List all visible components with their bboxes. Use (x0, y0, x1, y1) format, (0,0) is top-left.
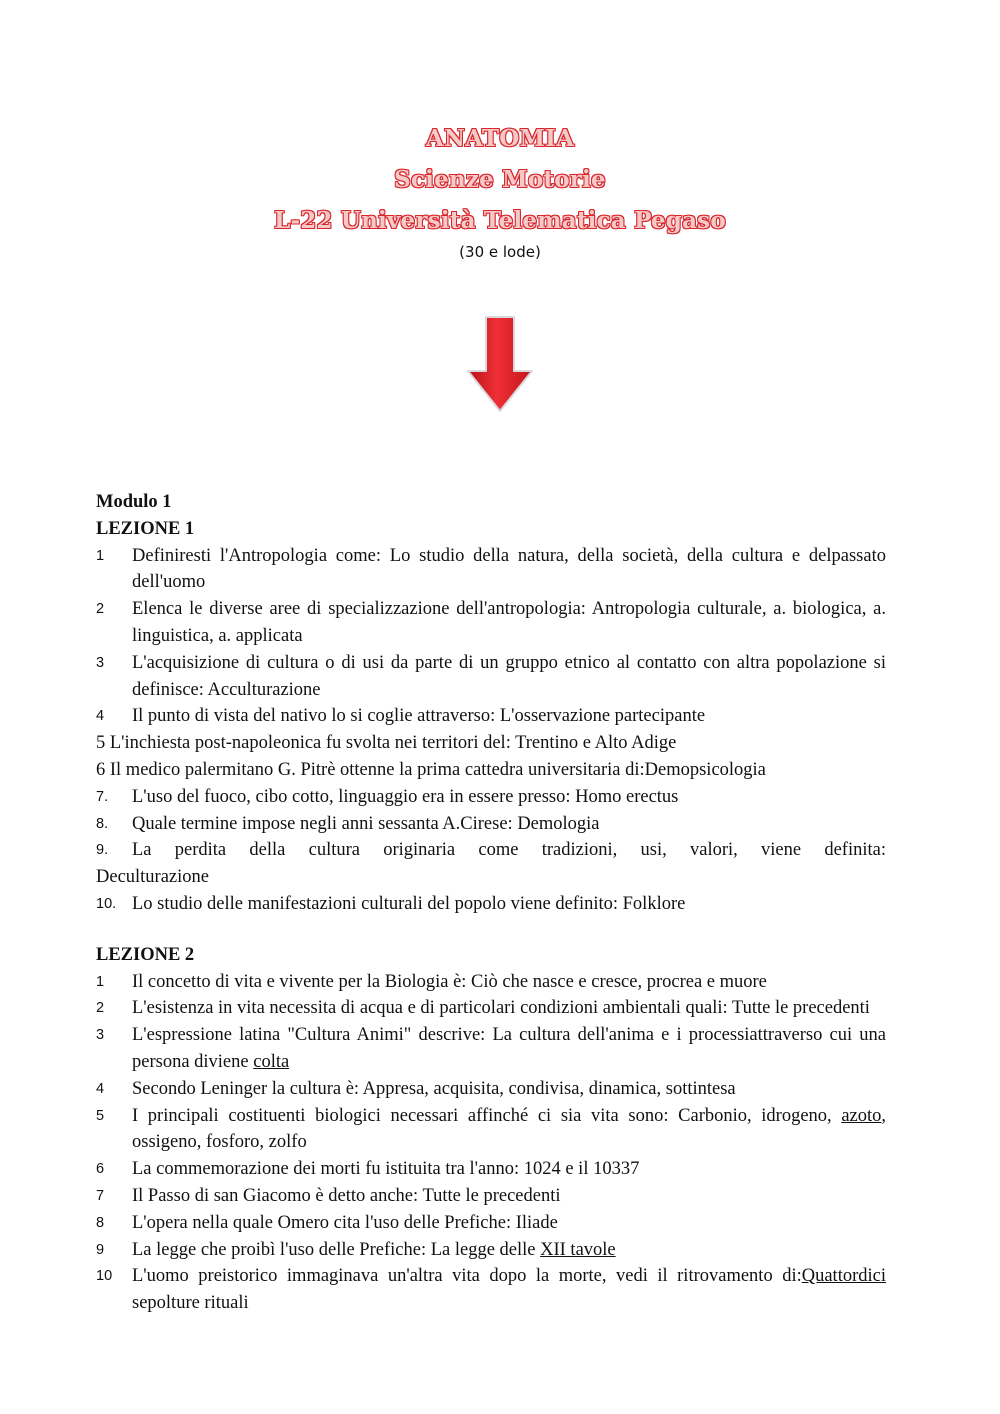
item-text: L'esistenza in vita necessita di acqua e di particolari condizioni ambientali quali: Tutte le precedenti (132, 998, 870, 1019)
underlined-text: XII tavole (540, 1239, 616, 1260)
item-number: 4 (96, 1080, 105, 1097)
list-item (96, 543, 886, 597)
item-text: Il concetto di vita e vivente per la Biologia è: Ciò che nasce e cresce, procrea e muore (132, 971, 767, 992)
item-number: 2 (96, 1000, 105, 1017)
item-text: La perdita della cultura originaria come tradizioni, usi, valori, viene definita: (132, 840, 886, 861)
underlined-text: Quattordici (801, 1266, 886, 1287)
item-number: 8. (96, 815, 109, 832)
item-number: 4 (96, 708, 105, 725)
list-item (96, 995, 886, 1022)
item-number: 9. (96, 842, 109, 859)
item-number: 7. (96, 788, 109, 805)
item-number: 2 (96, 601, 105, 618)
item-number: 3 (96, 654, 105, 671)
list-item (96, 1156, 886, 1183)
list-item (96, 891, 886, 918)
item-text: Il Passo di san Giacomo è detto anche: Tutte le precedenti (132, 1185, 561, 1206)
section-spacer (96, 918, 886, 942)
item-text: L'uomo preistorico immaginava un'altra vita dopo la morte, vedi il ritrovamento di: (132, 1266, 802, 1287)
item-text: La legge che proibì l'uso delle Prefiche: La legge delle (132, 1239, 541, 1260)
list-item (96, 703, 886, 730)
list-item (96, 596, 886, 650)
list-item (96, 811, 886, 838)
lesson-2-heading: LEZIONE 2 (96, 944, 195, 965)
list-item-continuation: Deculturazione (96, 867, 209, 888)
module-heading: Modulo 1 (96, 492, 172, 512)
list-item (96, 757, 886, 784)
list-item (96, 1076, 886, 1103)
list-item (96, 1183, 886, 1210)
item-text: L'espressione latina "Cultura Animi" descrive: La cultura dell'anima e i processiattraverso cui una persona diviene (132, 1025, 886, 1072)
item-text: L'opera nella quale Omero cita l'uso delle Prefiche: Iliade (132, 1212, 558, 1233)
list-item (96, 837, 886, 864)
down-arrow-icon (466, 315, 534, 413)
item-number: 5 (96, 1107, 105, 1124)
item-number: 6 (96, 759, 106, 780)
item-text: L'acquisizione di cultura o di usi da parte di un gruppo etnico al contatto con altra popolazione si definisce: Acculturazione (132, 652, 886, 700)
item-text: Il medico palermitano G. Pitrè ottenne la prima cattedra universitaria di:Demopsicologia (109, 759, 766, 780)
list-item (96, 1210, 886, 1237)
item-number: 8 (96, 1214, 105, 1231)
item-number: 7 (96, 1187, 105, 1204)
title-line-2: Scienze Motorie (394, 166, 606, 193)
item-text: Il punto di vista del nativo lo si coglie attraverso: L'osservazione partecipante (132, 706, 706, 727)
title-block (0, 118, 1000, 261)
item-text: Lo studio delle manifestazioni culturali del popolo viene definito: Folklore (132, 893, 686, 914)
item-number: 5 (96, 733, 106, 754)
item-text-tail: sepolture rituali (132, 1293, 249, 1314)
list-item (96, 784, 886, 811)
list-item (96, 650, 886, 704)
item-text: Secondo Leninger la cultura è: Appresa, acquisita, condivisa, dinamica, sottintesa (132, 1078, 736, 1099)
item-text: Definiresti l'Antropologia come: Lo studio della natura, della società, della cultura e delpassato dell'uomo (132, 545, 886, 593)
item-text: La commemorazione dei morti fu istituita tra l'anno: 1024 e il 10337 (132, 1159, 640, 1180)
item-text: L'uso del fuoco, cibo cotto, linguaggio era in essere presso: Homo erectus (132, 786, 679, 807)
list-item (96, 1237, 886, 1264)
item-number: 10. (96, 895, 117, 912)
item-text-tail: , ossigeno, fosforo, zolfo (132, 1105, 886, 1153)
subtitle: (30 e lode) (459, 243, 541, 261)
item-number: 9 (96, 1241, 105, 1258)
lesson-1-heading: LEZIONE 1 (96, 518, 195, 539)
title-line-1: ANATOMIA (425, 125, 575, 152)
item-text: Quale termine impose negli anni sessanta A.Cirese: Demologia (132, 813, 600, 834)
list-item (96, 969, 886, 996)
content (96, 489, 886, 1317)
item-number: 1 (96, 973, 105, 990)
list-item (96, 1103, 886, 1157)
list-item (96, 1263, 886, 1317)
list-item (96, 730, 886, 757)
item-number: 1 (96, 547, 105, 564)
underlined-text: colta (253, 1051, 290, 1072)
title-line-3: L-22 Università Telematica Pegaso (274, 207, 726, 234)
item-text: L'inchiesta post-napoleonica fu svolta nei territori del: Trentino e Alto Adige (109, 733, 677, 754)
list-item (96, 1022, 886, 1076)
item-number: 3 (96, 1027, 105, 1044)
item-text: I principali costituenti biologici necessari affinché ci sia vita sono: Carbonio, idrogeno, (132, 1105, 842, 1126)
underlined-text: azoto (841, 1105, 882, 1126)
item-text: Elenca le diverse aree di specializzazione dell'antropologia: Antropologia culturale, a. biologica, a. linguistica, a. applicata (132, 599, 886, 646)
item-number: 10 (96, 1268, 113, 1285)
item-number: 6 (96, 1161, 105, 1178)
